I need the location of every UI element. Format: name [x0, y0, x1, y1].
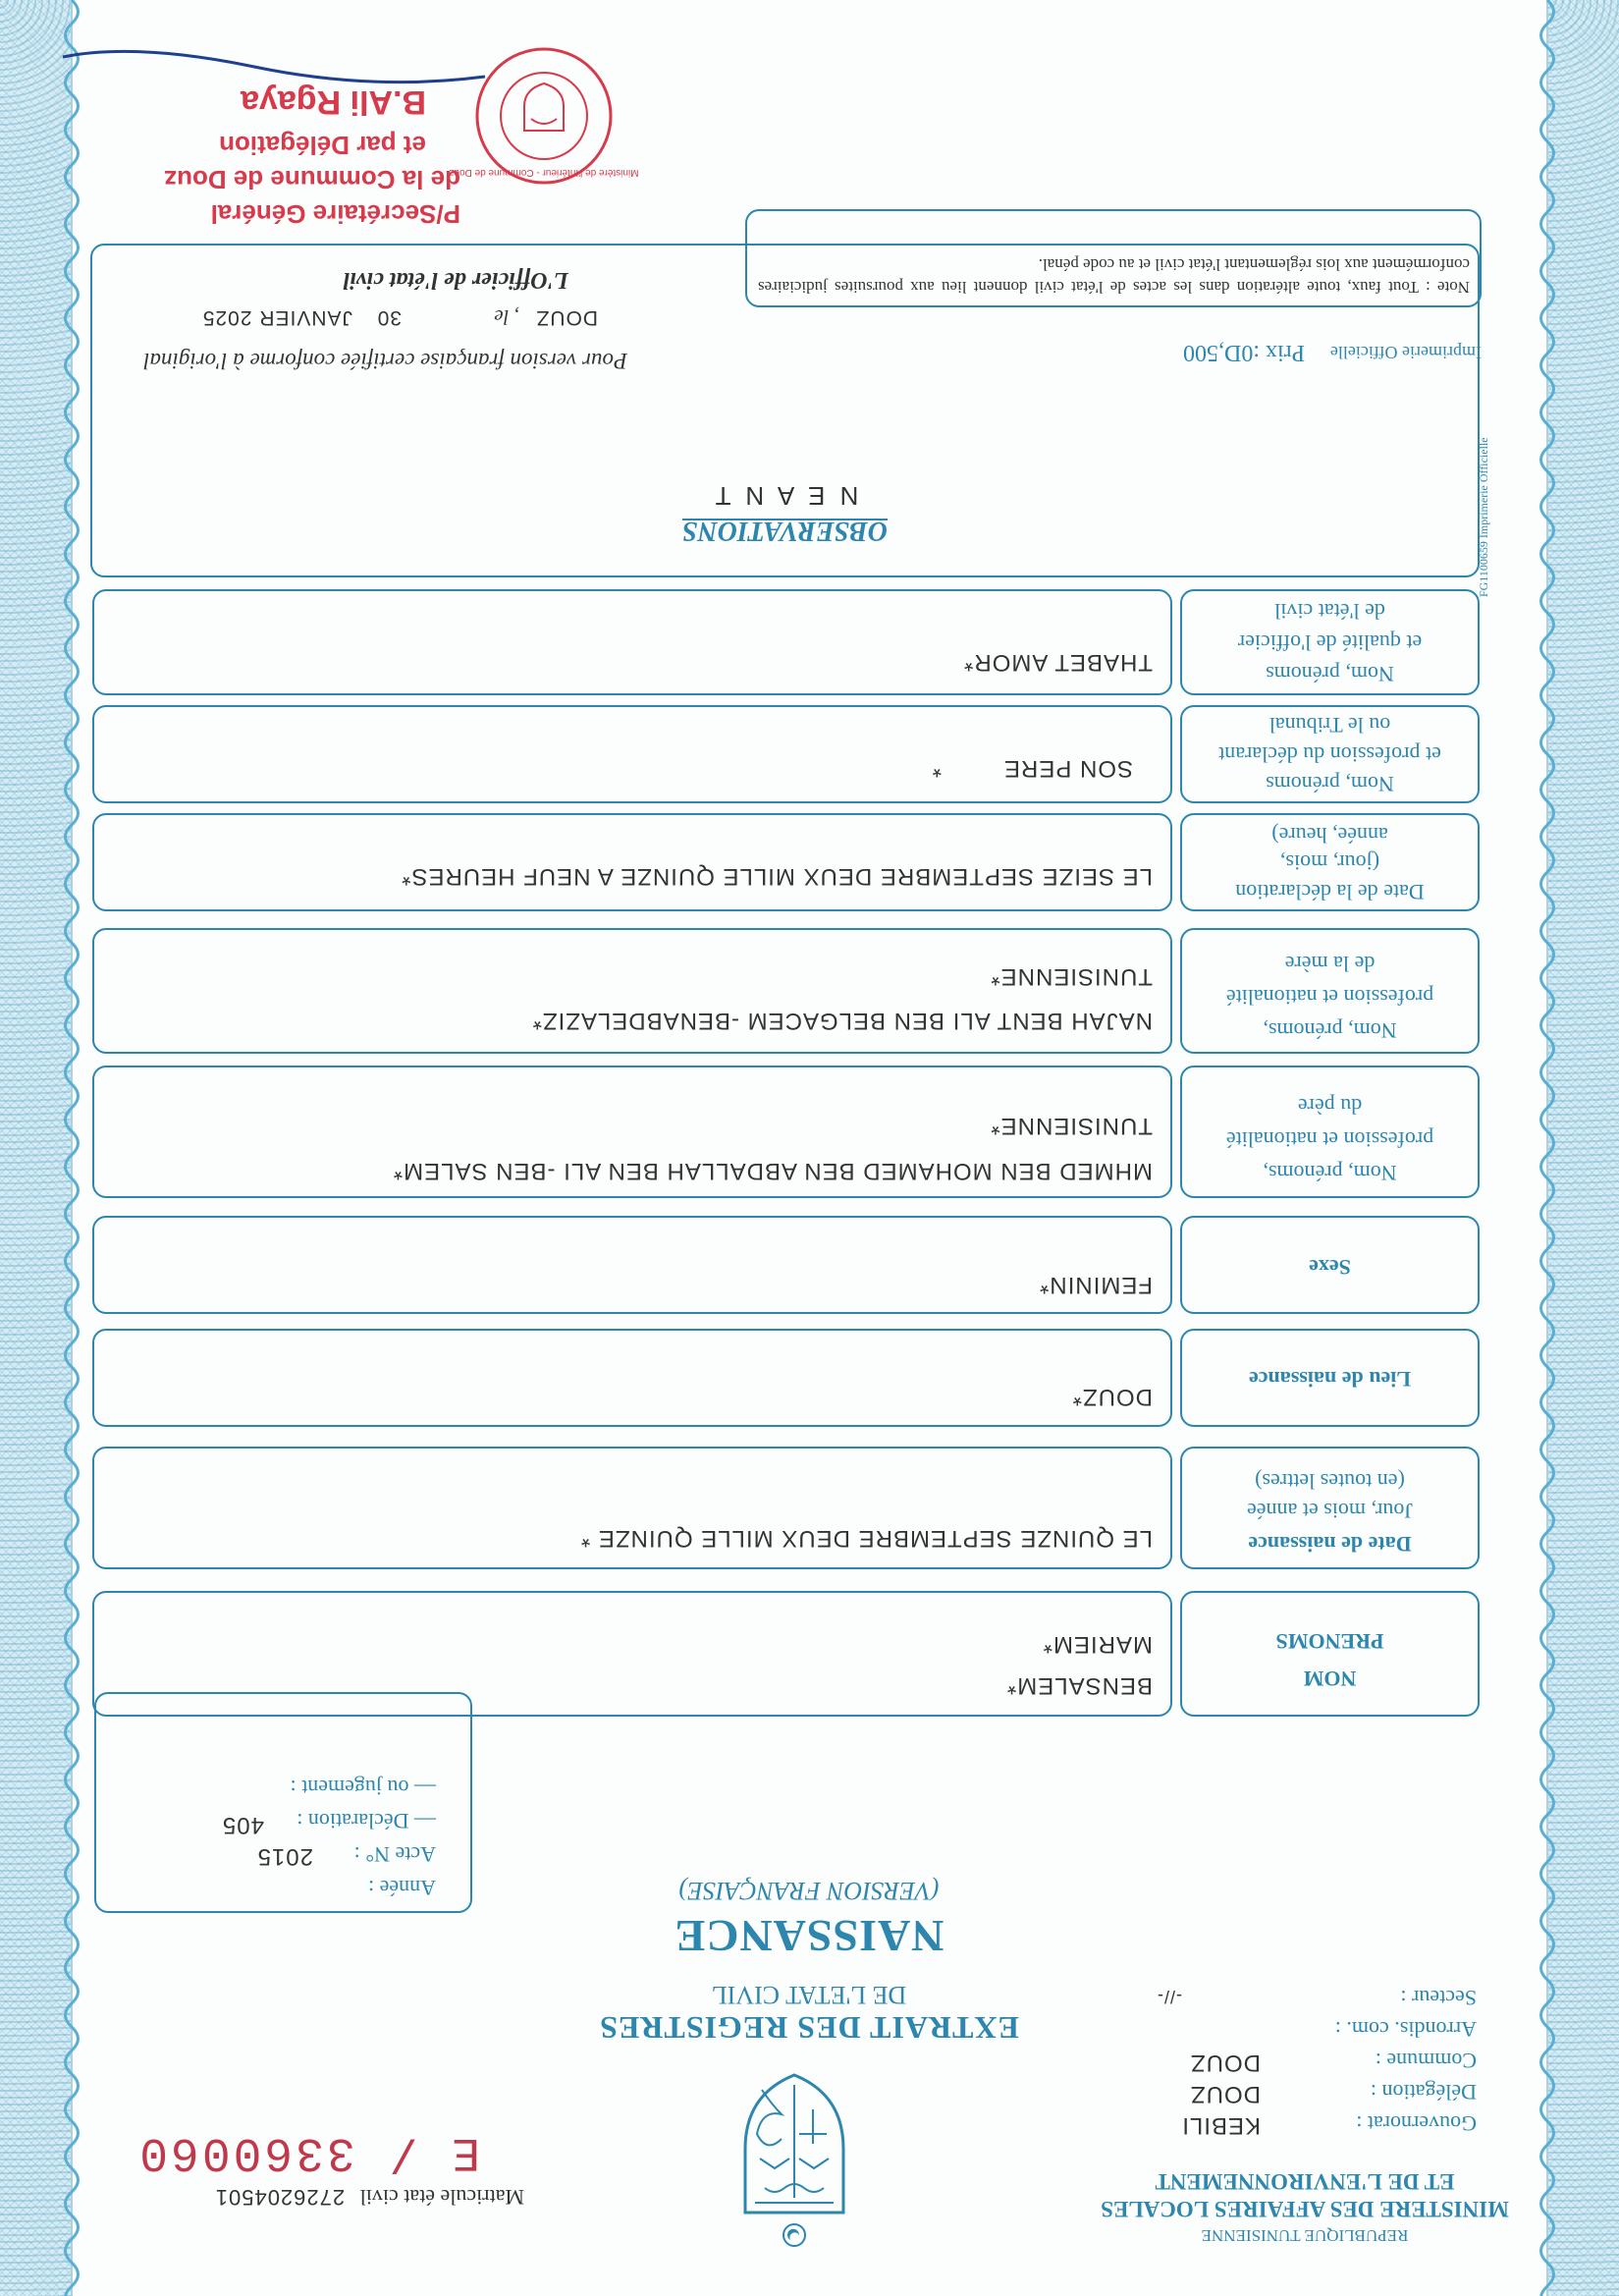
- title-line-1: EXTRAIT DES REGISTRES: [599, 2010, 1019, 2046]
- date-value: LE QUINZE SEPTEMBRE DEUX MILLE QUINZE *: [579, 1525, 1153, 1552]
- commune-value: DOUZ: [1190, 2050, 1261, 2076]
- pere-label-3: du père: [1297, 1094, 1363, 1119]
- mere-label-2: profession et nationalité: [1225, 985, 1434, 1010]
- declarant-label-3: ou le Tribunal: [1268, 713, 1391, 738]
- commune-label: Commune :: [1375, 2049, 1477, 2073]
- declarant-value: SON PERE: [1002, 755, 1133, 782]
- decl-date-label-2: (jour, mois,: [1279, 850, 1380, 875]
- annee-label: Année :: [367, 1876, 436, 1900]
- matricule-label: [215, 2184, 524, 2210]
- stamp-line-3: et par Délégation: [219, 131, 426, 160]
- declarant-star: *: [931, 755, 942, 782]
- lieu-value-box: [92, 1329, 1172, 1427]
- title-version: (VERSION FRANÇAISE): [678, 1877, 940, 1905]
- prenoms-label: PRENOMS: [1275, 1629, 1384, 1654]
- declarant-label-2: et profession du déclarant: [1218, 742, 1441, 767]
- side-code: FG1100659 Imprimerie Officielle: [1477, 437, 1490, 597]
- arrondis-label: Arrondis. com. :: [1334, 2017, 1477, 2042]
- sexe-label: Sexe: [1309, 1255, 1351, 1280]
- republic-label: REPUBLIQUE TUNISIENNE: [1201, 2226, 1409, 2245]
- mere-value-nationality: TUNISIENNE*: [990, 963, 1153, 990]
- officier-value-box: [92, 589, 1172, 695]
- municipal-seal-icon: [449, 42, 639, 190]
- matricule-value: 2726204501: [214, 2185, 346, 2210]
- nom-value: BENSALEM*: [1005, 1672, 1153, 1699]
- nom-label: NOM: [1303, 1667, 1357, 1691]
- place-value: DOUZ: [535, 306, 598, 329]
- pere-label-1: Nom, prénoms,: [1263, 1161, 1397, 1185]
- imprimerie-label: Imprimerie Officielle: [1329, 343, 1482, 362]
- sexe-value: FEMININ*: [1039, 1272, 1153, 1298]
- pere-value-name: MHMED BEN MOHAMED BEN ABDALLAH BEN ALI -BEN SALEM*: [392, 1158, 1153, 1184]
- secteur-label: Secteur :: [1400, 1986, 1477, 2010]
- certified-statement: Pour version française certifiée conforme à l'original: [143, 349, 627, 373]
- serial-number: E / 3360060: [136, 2125, 480, 2178]
- mere-value-box: [92, 928, 1172, 1054]
- officier-label-3: de l'état civil: [1274, 599, 1385, 624]
- mere-label-3: de la mère: [1284, 952, 1376, 976]
- observations-value: N E A N T: [711, 481, 859, 511]
- signature-stroke: [58, 27, 490, 96]
- arrondis-value: -//-: [1157, 1987, 1182, 2006]
- delegation-value: DOUZ: [1190, 2081, 1261, 2107]
- seal-text: Ministère de l'Intérieur - Commune de Douz: [449, 167, 639, 178]
- matricule-label-text: Matricule état civil: [359, 2185, 524, 2210]
- lieu-value: DOUZ*: [1071, 1384, 1153, 1410]
- acte-label: Acte N° :: [353, 1842, 436, 1867]
- ministry-line-1: MINISTERE DES AFFAIRES LOCALES: [1101, 2197, 1509, 2221]
- declaration-value: 405: [221, 1812, 264, 1838]
- pere-value-nationality: TUNISIENNE*: [990, 1113, 1153, 1139]
- stamp-line-1: P/Secrétaire Général: [210, 199, 460, 229]
- gouvernorat-value: KEBILI: [1181, 2112, 1261, 2139]
- pere-label-2: profession et nationalité: [1225, 1127, 1434, 1152]
- coat-of-arms-icon: [730, 2070, 858, 2257]
- date-label-sub1: Jour, mois et année: [1247, 1499, 1413, 1523]
- sexe-value-box: [92, 1216, 1172, 1314]
- date-label-sub2: (en toutes lettres): [1255, 1469, 1405, 1494]
- month-year-value: JANVIER 2025: [201, 306, 352, 329]
- delegation-label: Délégation :: [1370, 2080, 1477, 2105]
- gouvernorat-label: Gouvernorat :: [1356, 2111, 1477, 2136]
- le-label: , le: [494, 305, 519, 329]
- acte-value: 2015: [256, 1843, 313, 1870]
- ministry-line-2: ET DE L'ENVIRONNEMENT: [1155, 2169, 1455, 2194]
- day-value: 30: [376, 306, 402, 329]
- lieu-label: Lieu de naissance: [1248, 1367, 1412, 1392]
- officer-title: L'Officier de l'état civil: [343, 267, 568, 293]
- officier-label-1: Nom, prénoms: [1266, 662, 1394, 686]
- title-main: NAISSANCE: [674, 1911, 944, 1961]
- prix-label: Prix :0D,500: [1182, 340, 1305, 365]
- decl-date-value: LE SEIZE SEPTEMBRE DEUX MILLE QUINZE A NEUF HEURES*: [401, 863, 1153, 890]
- observations-title: OBSERVATIONS: [681, 516, 889, 546]
- declaration-label: — Déclaration :: [297, 1809, 436, 1833]
- officier-value: THABET AMOR*: [963, 649, 1153, 676]
- observations-frame-main: [90, 719, 1480, 720]
- date-label: Date de naissance: [1248, 1532, 1412, 1557]
- mere-value-name: NAJAH BENT ALI BEN BELGACEM -BENABDELAZIZ*: [531, 1008, 1153, 1034]
- note-text: Note : Tout faux, toute altération dans les actes de l'état civil donnent lieu aux poursuites judiciaires conformément aux lois réglementant l'état civil et au code pénal.: [758, 255, 1470, 297]
- title-line-2: DE L'ETAT CIVIL: [711, 1981, 907, 2009]
- prenoms-value: MARIEM*: [1042, 1631, 1153, 1658]
- jugement-label: — ou jugement :: [290, 1776, 436, 1800]
- officier-label-2: et qualité de l'officier: [1237, 630, 1423, 655]
- stamp-line-2: de la Commune de Douz: [164, 165, 460, 194]
- stamp-signatory: B.Ali Rgaya: [241, 83, 426, 121]
- mere-label-1: Nom, prénoms,: [1263, 1018, 1397, 1043]
- decl-date-label-3: année, heure): [1271, 823, 1388, 847]
- decl-date-label-1: Date de la déclaration: [1235, 880, 1425, 904]
- declarant-label-1: Nom, prénoms: [1266, 772, 1394, 796]
